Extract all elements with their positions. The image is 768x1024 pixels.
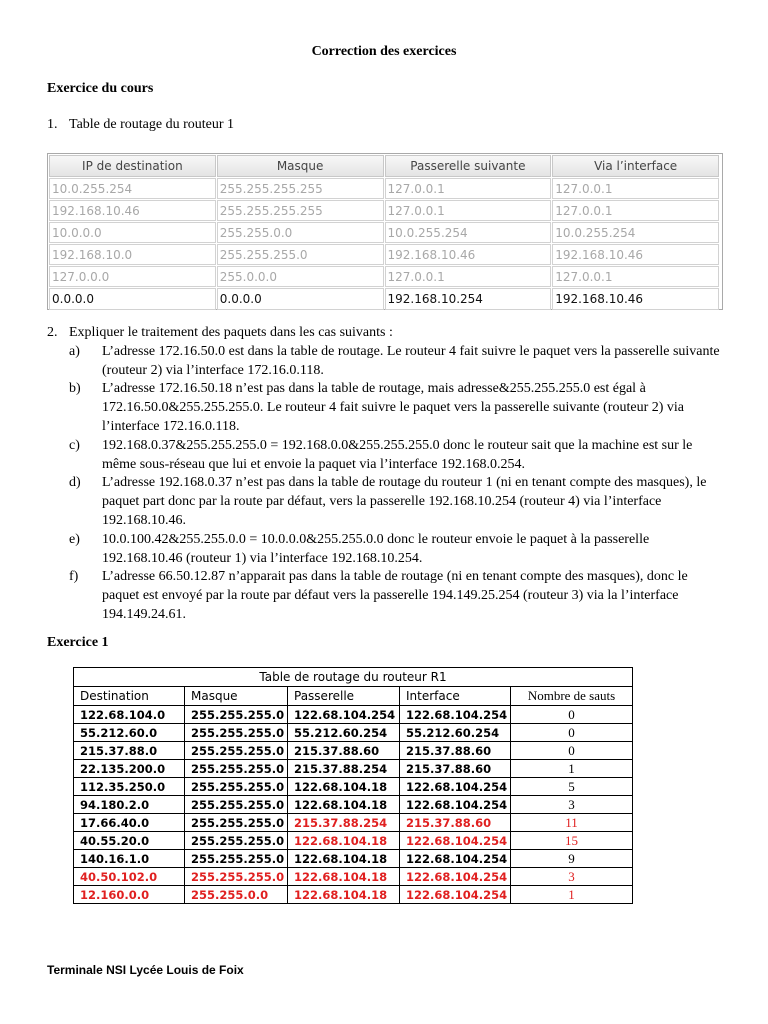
hop-count-cell: 11	[511, 814, 633, 832]
table-cell: 122.68.104.18	[288, 778, 400, 796]
item-1-number: 1.	[47, 117, 58, 132]
table-cell: 10.0.255.254	[385, 222, 552, 243]
hop-count-cell: 1	[511, 886, 633, 904]
table-cell: 12.160.0.0	[74, 886, 185, 904]
table-cell: 255.255.255.0	[185, 778, 288, 796]
table-cell: 255.255.255.0	[185, 850, 288, 868]
header-cell: Via l’interface	[552, 155, 719, 177]
table-cell: 122.68.104.254	[400, 850, 511, 868]
table-cell: 192.168.10.46	[385, 244, 552, 265]
table-header-row	[49, 155, 719, 177]
case-item	[69, 568, 727, 624]
table-cell: 255.255.255.0	[185, 760, 288, 778]
hop-count-cell: 3	[511, 796, 633, 814]
table-cell: 192.168.10.46	[49, 200, 216, 221]
table-cell: 255.255.0.0	[185, 886, 288, 904]
table-cell: 255.255.255.255	[217, 178, 384, 199]
case-item	[69, 437, 727, 475]
table-row	[49, 288, 719, 310]
table-header-row	[74, 687, 633, 706]
explanations	[47, 324, 727, 625]
table-row	[74, 706, 633, 724]
case-item	[69, 474, 727, 530]
table-cell: 10.0.255.254	[49, 178, 216, 199]
table-cell: 127.0.0.1	[385, 200, 552, 221]
table-cell: 127.0.0.1	[552, 178, 719, 199]
routing-table-r1	[73, 667, 633, 904]
case-letter: e)	[69, 531, 80, 547]
case-letter: c)	[69, 437, 80, 453]
table-cell: 122.68.104.254	[400, 886, 511, 904]
table-cell: 94.180.2.0	[74, 796, 185, 814]
table-cell: 122.68.104.0	[74, 706, 185, 724]
table-cell: 140.16.1.0	[74, 850, 185, 868]
table-cell: 255.255.255.0	[185, 796, 288, 814]
table-row	[49, 200, 719, 221]
table-cell: 10.0.255.254	[552, 222, 719, 243]
header-cell: Masque	[217, 155, 384, 177]
item-2	[47, 324, 727, 343]
table-cell: 215.37.88.60	[288, 742, 400, 760]
table-cell: 192.168.10.46	[552, 244, 719, 265]
hop-count-cell: 3	[511, 868, 633, 886]
table-cell: 215.37.88.254	[288, 814, 400, 832]
table-cell: 122.68.104.18	[288, 832, 400, 850]
header-cell: Interface	[400, 687, 511, 706]
case-text: L’adresse 172.16.50.18 n’est pas dans la table de routage, mais adresse&255.255.255.0 est égal à 172.16.50.0&255.255.255.0. Le routeur 4 fait suivre le paquet vers la passerelle suivante (routeur 2) via l’interface 172.16.0.118.	[102, 381, 685, 434]
table-cell: 122.68.104.18	[288, 886, 400, 904]
case-item	[69, 380, 727, 436]
case-item	[69, 343, 727, 381]
table-row	[49, 266, 719, 287]
table-row	[49, 178, 719, 199]
case-text: 10.0.100.42&255.255.0.0 = 10.0.0.0&255.255.0.0 donc le routeur envoie le paquet à la passerelle 192.168.10.46 (routeur 1) via l’interface 192.168.10.254.	[102, 531, 650, 566]
table-cell: 0.0.0.0	[217, 288, 384, 310]
table-cell: 122.68.104.254	[400, 868, 511, 886]
table-cell: 255.255.255.0	[185, 832, 288, 850]
header-cell: Masque	[185, 687, 288, 706]
table-row	[74, 868, 633, 886]
case-letter: b)	[69, 381, 81, 397]
table-caption: Table de routage du routeur R1	[74, 668, 633, 687]
table-cell: 122.68.104.18	[288, 868, 400, 886]
table-cell: 55.212.60.0	[74, 724, 185, 742]
table-cell: 122.68.104.254	[400, 706, 511, 724]
item-1-text: Table de routage du routeur 1	[69, 117, 235, 132]
case-text: L’adresse 192.168.0.37 n’est pas dans la table de routage du routeur 1 (ni en tenant compte des masques), le paquet part donc par la route par défaut, vers la passerelle 192.168.10.254 (routeur 4) via l’interface 192.168.10.46.	[102, 475, 707, 528]
hop-count-cell: 1	[511, 760, 633, 778]
table-cell: 122.68.104.254	[400, 778, 511, 796]
table-row	[74, 814, 633, 832]
item-2-text: Expliquer le traitement des paquets dans les cas suivants :	[69, 325, 393, 340]
hop-count-cell: 5	[511, 778, 633, 796]
hop-count-cell: 15	[511, 832, 633, 850]
table-cell: 215.37.88.60	[400, 742, 511, 760]
hop-count-cell: 0	[511, 742, 633, 760]
header-cell: Passerelle	[288, 687, 400, 706]
cases-list	[47, 343, 727, 625]
table-cell: 255.255.255.0	[185, 868, 288, 886]
table-cell: 255.255.255.0	[185, 706, 288, 724]
table-cell: 215.37.88.60	[400, 760, 511, 778]
table-cell: 122.68.104.18	[288, 850, 400, 868]
table-row	[74, 832, 633, 850]
case-item	[69, 531, 727, 569]
table-cell: 40.55.20.0	[74, 832, 185, 850]
table-cell: 255.255.255.0	[217, 244, 384, 265]
table-cell: 40.50.102.0	[74, 868, 185, 886]
section-heading-exercice-1: Exercice 1	[47, 635, 109, 650]
table-row	[74, 796, 633, 814]
hop-count-cell: 9	[511, 850, 633, 868]
table-cell: 192.168.10.254	[385, 288, 552, 310]
table-cell: 127.0.0.1	[552, 266, 719, 287]
page-title: Correction des exercices	[311, 44, 457, 59]
table-row	[74, 760, 633, 778]
header-cell: Nombre de sauts	[511, 687, 633, 706]
item-1	[47, 117, 234, 133]
table-cell: 17.66.40.0	[74, 814, 185, 832]
table-cell: 255.255.255.0	[185, 724, 288, 742]
table-cell: 255.255.255.0	[185, 742, 288, 760]
table-cell: 127.0.0.1	[385, 266, 552, 287]
case-letter: d)	[69, 475, 81, 491]
table-cell: 255.0.0.0	[217, 266, 384, 287]
hop-count-cell: 0	[511, 724, 633, 742]
table-cell: 22.135.200.0	[74, 760, 185, 778]
table-cell: 122.68.104.254	[288, 706, 400, 724]
table-row	[74, 778, 633, 796]
table-cell: 192.168.10.46	[552, 288, 719, 310]
table-cell: 215.37.88.254	[288, 760, 400, 778]
table-cell: 122.68.104.18	[288, 796, 400, 814]
case-letter: f)	[69, 569, 79, 585]
table-cell: 215.37.88.0	[74, 742, 185, 760]
table-caption-row	[74, 668, 633, 687]
table-cell: 127.0.0.0	[49, 266, 216, 287]
item-2-number: 2.	[47, 325, 58, 340]
case-text: L’adresse 172.16.50.0 est dans la table de routage. Le routeur 4 fait suivre le paquet vers la passerelle suivante (routeur 2) via l’interface 172.16.0.118.	[102, 343, 720, 378]
header-cell: Destination	[74, 687, 185, 706]
section-heading-cours: Exercice du cours	[47, 81, 154, 96]
table-row	[49, 222, 719, 243]
table-row	[74, 742, 633, 760]
table-cell: 55.212.60.254	[288, 724, 400, 742]
table-cell: 255.255.0.0	[217, 222, 384, 243]
table-cell: 127.0.0.1	[385, 178, 552, 199]
table-cell: 215.37.88.60	[400, 814, 511, 832]
table-cell: 55.212.60.254	[400, 724, 511, 742]
table-row	[74, 886, 633, 904]
table-cell: 112.35.250.0	[74, 778, 185, 796]
table-cell: 10.0.0.0	[49, 222, 216, 243]
table-cell: 122.68.104.254	[400, 796, 511, 814]
table-cell: 127.0.0.1	[552, 200, 719, 221]
table-row	[49, 244, 719, 265]
routing-table-1-grid	[48, 154, 720, 311]
table-row	[74, 850, 633, 868]
case-letter: a)	[69, 343, 80, 359]
case-text: 192.168.0.37&255.255.255.0 = 192.168.0.0&255.255.255.0 donc le routeur sait que la machine est sur le même sous-réseau que lui et envoie la paquet via l’interface 192.168.0.254.	[102, 437, 693, 472]
table-cell: 255.255.255.0	[185, 814, 288, 832]
table-cell: 0.0.0.0	[49, 288, 216, 310]
table-row	[74, 724, 633, 742]
hop-count-cell: 0	[511, 706, 633, 724]
table-cell: 122.68.104.254	[400, 832, 511, 850]
header-cell: Passerelle suivante	[385, 155, 552, 177]
header-cell: IP de destination	[49, 155, 216, 177]
routing-table-1	[47, 153, 723, 310]
footer: Terminale NSI Lycée Louis de Foix	[47, 963, 244, 977]
table-cell: 192.168.10.0	[49, 244, 216, 265]
case-text: L’adresse 66.50.12.87 n’apparait pas dans la table de routage (ni en tenant compte des masques), donc le paquet est envoyé par la route par défaut vers la passerelle 194.149.25.254 (routeur 3) via la l’interface 194.149.24.61.	[102, 569, 688, 622]
table-cell: 255.255.255.255	[217, 200, 384, 221]
